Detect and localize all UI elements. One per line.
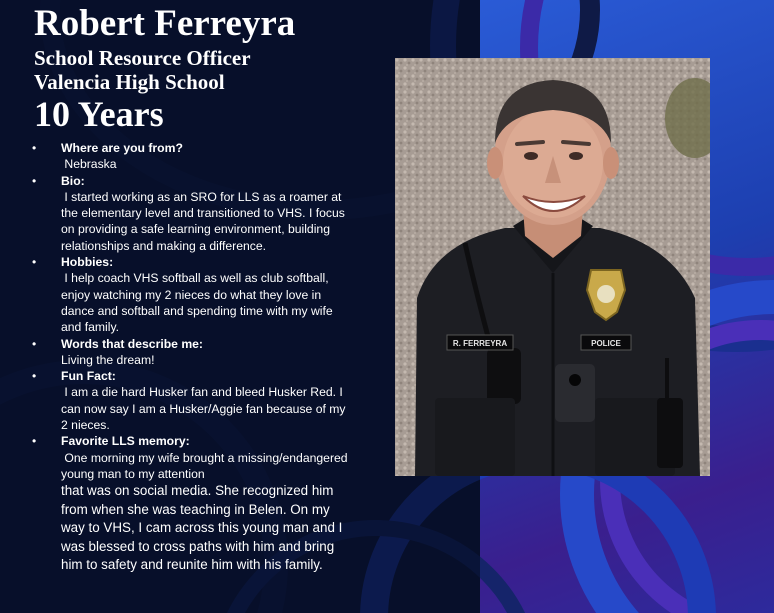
qa-item [32, 173, 350, 254]
qa-question: • Words that describe me: [61, 336, 203, 351]
qa-answer: One morning my wife brought a missing/endangered young man to my attention [61, 450, 351, 481]
staff-school: Valencia High School [34, 70, 225, 94]
name-tag-text: R. FERREYRA [452, 339, 508, 348]
qa-question: • Hobbies: [61, 255, 114, 270]
qa-answer: I am a die hard Husker fan and bleed Husker Red. I can now say I am a Husker/Aggie fan because of my 2 nieces. [61, 385, 349, 433]
qa-question: • Where are you from? [61, 141, 183, 155]
officer-photo [395, 58, 710, 476]
qa-answer: Nebraska [61, 157, 117, 172]
qa-question: • Fun Fact: [61, 369, 116, 384]
qa-item [32, 140, 350, 173]
qa-answer-continued: that was on social media. She recognized him from when she was teaching in Belen. On my way to VHS, I cam across this young man and I was blessed to cross paths with him and bring him to safety and reunite him with his family. [61, 483, 347, 573]
qa-answer: I started working as an SRO for LLS as a roamer at the elementary level and transitioned to VHS. I focus on providing a safe learning environment, building relationships and making a difference. [61, 189, 349, 253]
years-of-service: 10 Years [34, 94, 164, 134]
qa-item [32, 336, 350, 369]
police-tag-text: POLICE [591, 339, 621, 348]
qa-item [32, 433, 350, 574]
qa-question: • Bio: [61, 173, 85, 188]
staff-name: Robert Ferreyra [34, 3, 296, 44]
staff-title: School Resource Officer [34, 46, 251, 70]
qa-item [32, 254, 350, 335]
qa-list [32, 140, 350, 575]
qa-answer: Living the dream! [61, 352, 155, 367]
qa-question: • Favorite LLS memory: [61, 434, 190, 449]
qa-item [32, 368, 350, 433]
qa-answer: I help coach VHS softball as well as club softball, enjoy watching my 2 nieces do what they love in dance and softball and spending time with my wife and family. [61, 271, 337, 335]
